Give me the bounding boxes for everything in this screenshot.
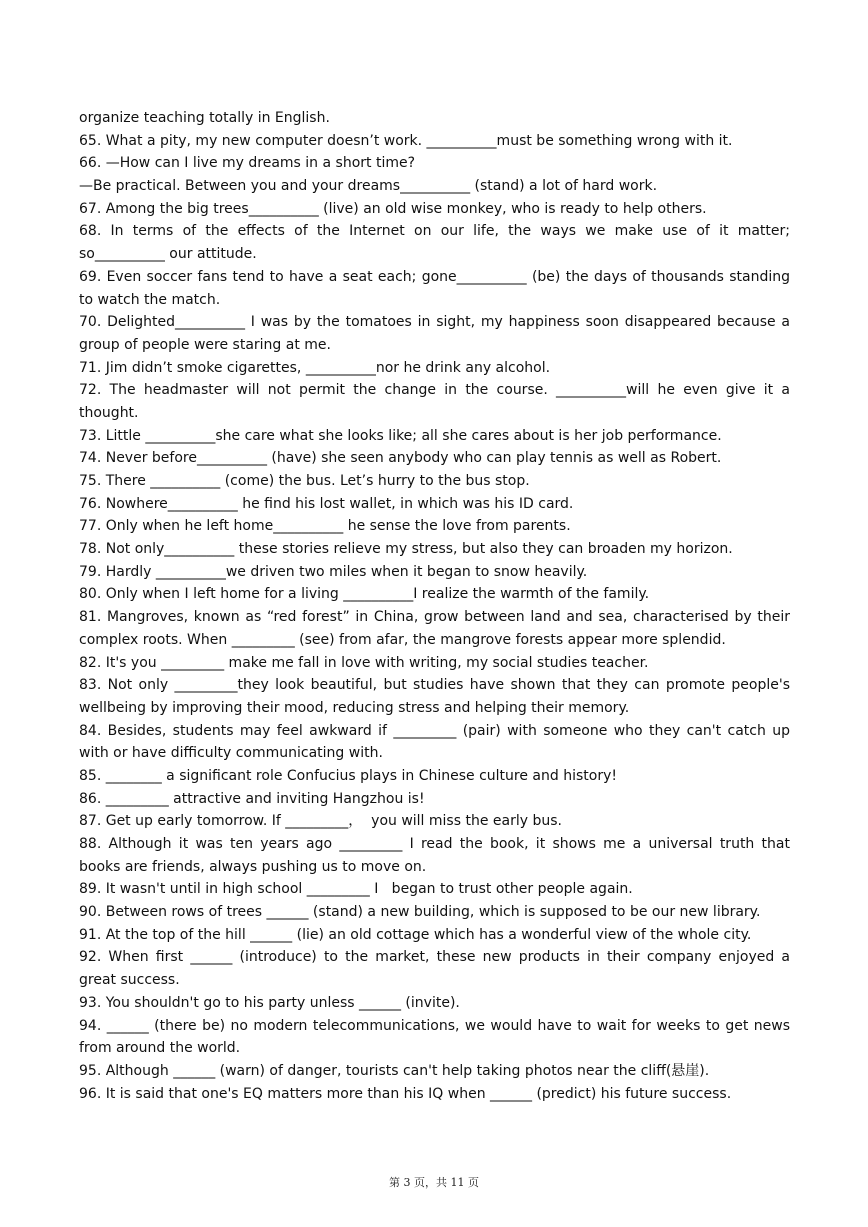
text-line: 71. Jim didn’t smoke cigarettes, __________nor he drink any alcohol. xyxy=(79,359,551,376)
text-line: 78. Not only__________ these stories relieve my stress, but also they can broaden my horizon. xyxy=(79,541,733,558)
text-line: 69. Even soccer fans tend to have a seat each; gone__________ (be) the days of thousands standing xyxy=(79,268,790,285)
text-line: to watch the match. xyxy=(79,291,221,308)
text-line: group of people were staring at me. xyxy=(79,336,331,353)
text-line: 74. Never before__________ (have) she seen anybody who can play tennis as well as Robert. xyxy=(79,450,722,467)
text-line: 93. You shouldn't go to his party unless ______ (invite). xyxy=(79,994,460,1011)
text-line: 88. Although it was ten years ago _________ I read the book, it shows me a universal truth that xyxy=(79,836,790,852)
text-line: 76. Nowhere__________ he find his lost wallet, in which was his ID card. xyxy=(79,495,574,512)
text-line: 96. It is said that one's EQ matters more than his IQ when ______ (predict) his future success. xyxy=(79,1085,732,1102)
exercise-text-block xyxy=(79,107,790,1105)
text-line: 65. What a pity, my new computer doesn’t work. __________must be something wrong with it. xyxy=(79,132,733,149)
text-line: 92. When first ______ (introduce) to the market, these new products in their company enjoyed a xyxy=(79,949,790,966)
text-line: books are friends, always pushing us to move on. xyxy=(79,858,427,875)
text-line: 83. Not only _________they look beautiful, but studies have shown that they can promote people's xyxy=(79,677,790,694)
text-line: thought. xyxy=(79,404,139,421)
text-line: 67. Among the big trees__________ (live) an old wise monkey, who is ready to help others. xyxy=(79,200,707,217)
text-line: 94. ______ (there be) no modern telecommunications, we would have to wait for weeks to get news xyxy=(79,1017,790,1034)
text-line: 70. Delighted__________ I was by the tomatoes in sight, my happiness soon disappeared because a xyxy=(79,314,790,331)
text-line: 79. Hardly __________we driven two miles when it began to snow heavily. xyxy=(79,563,588,580)
text-line: 66. —How can I live my dreams in a short time? xyxy=(79,155,416,172)
text-line: 80. Only when I left home for a living __________I realize the warmth of the family. xyxy=(79,586,650,603)
text-line: —Be practical. Between you and your dreams__________ (stand) a lot of hard work. xyxy=(79,178,658,195)
text-line: from around the world. xyxy=(79,1040,241,1057)
text-line: 72. The headmaster will not permit the change in the course. __________will he even give it a xyxy=(79,382,790,399)
text-line: 85. ________ a significant role Confucius plays in Chinese culture and history! xyxy=(79,767,617,784)
text-line: 82. It's you _________ make me fall in love with writing, my social studies teacher. xyxy=(79,654,649,671)
text-line: complex roots. When _________ (see) from afar, the mangrove forests appear more splendid. xyxy=(79,631,726,648)
text-line: 90. Between rows of trees ______ (stand) a new building, which is supposed to be our new library. xyxy=(79,904,761,921)
text-line: with or have difficulty communicating with. xyxy=(79,745,383,762)
text-line: so__________ our attitude. xyxy=(79,246,257,263)
text-line: 84. Besides, students may feel awkward if _________ (pair) with someone who they can't catch up xyxy=(79,722,790,739)
text-line: great success. xyxy=(79,972,180,989)
text-line: 95. Although ______ (warn) of danger, tourists can't help taking photos near the cliff(悬崖). xyxy=(79,1062,710,1079)
text-line: 73. Little __________she care what she looks like; all she cares about is her job performance. xyxy=(79,427,722,444)
text-line: 86. _________ attractive and inviting Hangzhou is! xyxy=(79,790,425,807)
text-line: 81. Mangroves, known as “red forest” in China, grow between land and sea, characterised by their xyxy=(79,609,790,626)
text-line: 75. There __________ (come) the bus. Let’s hurry to the bus stop. xyxy=(79,473,530,489)
page-footer: 第 3 页，共 11 页 xyxy=(389,1176,479,1189)
text-line: 87. Get up early tomorrow. If _________， you will miss the early bus. xyxy=(79,813,562,830)
text-line: 91. At the top of the hill ______ (lie) an old cottage which has a wonderful view of the whole city. xyxy=(79,926,752,943)
text-line: wellbeing by improving their mood, reducing stress and helping their memory. xyxy=(79,699,630,716)
text-line: 77. Only when he left home__________ he sense the love from parents. xyxy=(79,518,571,535)
text-line: 68. In terms of the effects of the Internet on our life, the ways we make use of it matter; xyxy=(79,223,790,240)
text-line: 89. It wasn't until in high school _________ I began to trust other people again. xyxy=(79,881,633,898)
text-line: organize teaching totally in English. xyxy=(79,110,330,126)
